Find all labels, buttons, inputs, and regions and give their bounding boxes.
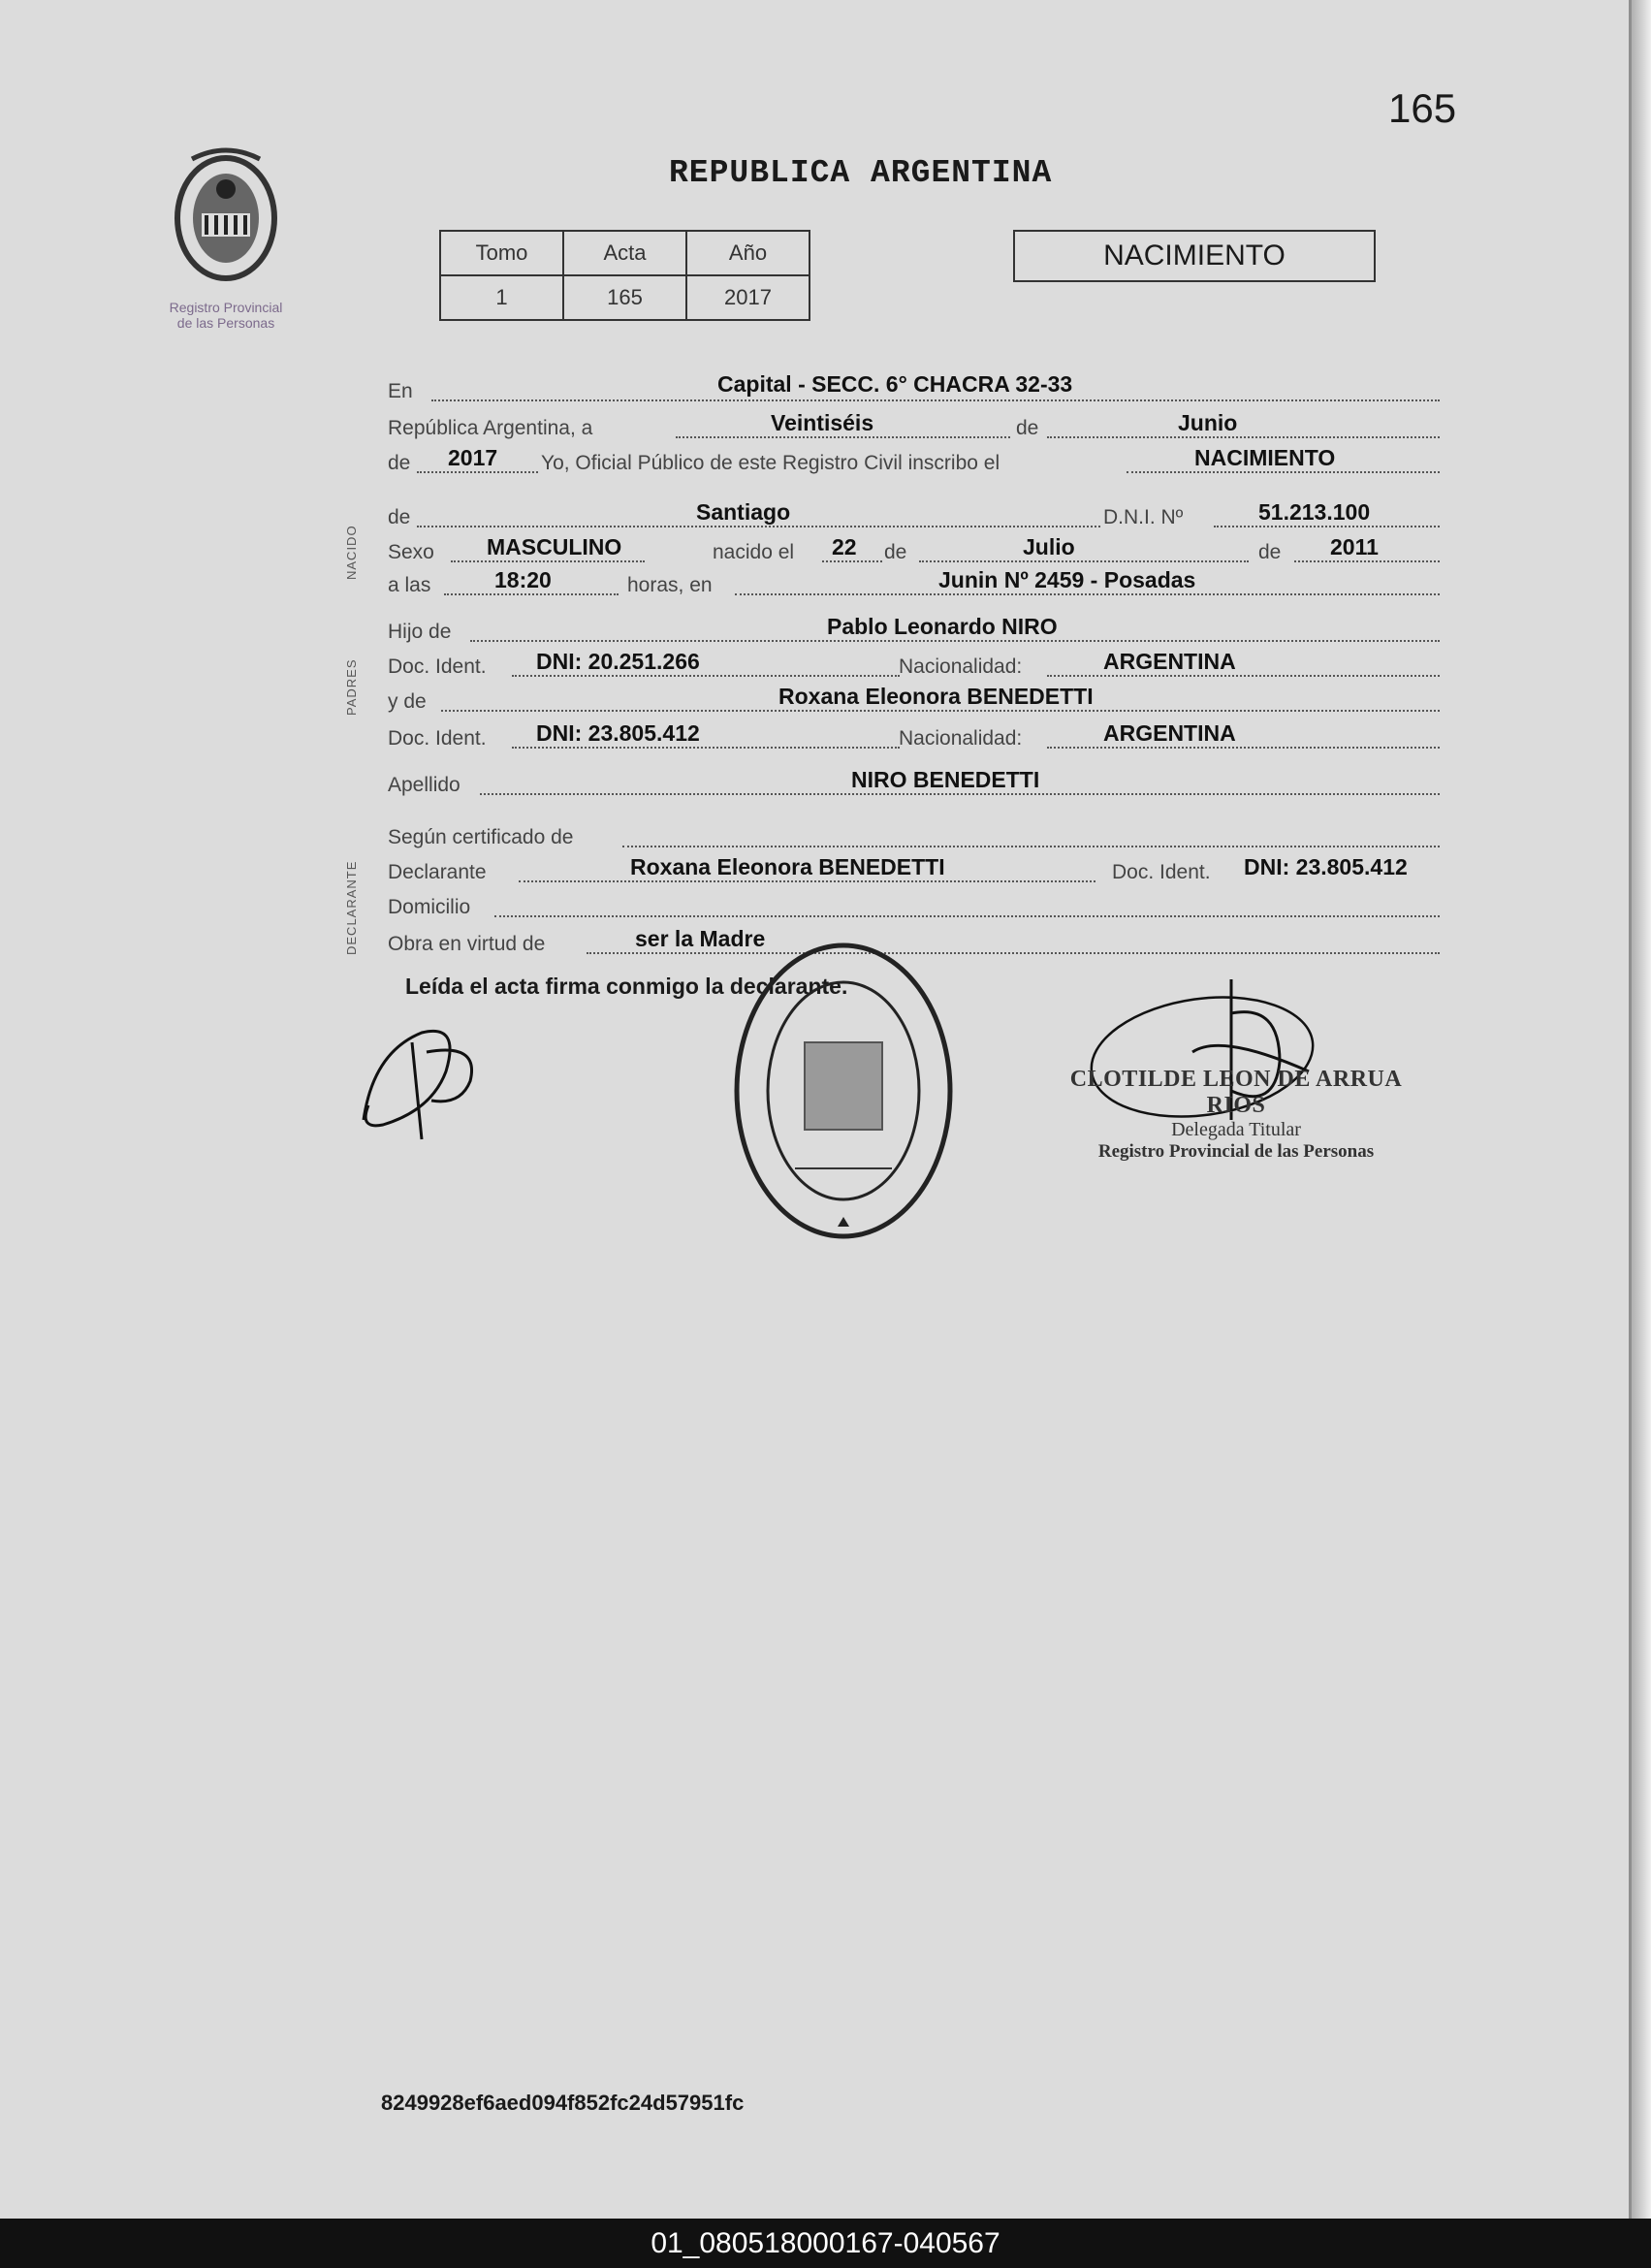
value-apellido: NIRO BENEDETTI — [851, 767, 1040, 792]
value-padre-nac: ARGENTINA — [1103, 649, 1236, 674]
field-line-fecha — [388, 405, 1440, 444]
label-obra: Obra en virtud de — [388, 933, 546, 955]
field-line-certificado — [388, 815, 1440, 853]
value-obra: ser la Madre — [635, 926, 766, 951]
label-docid2: Doc. Ident. — [388, 727, 487, 750]
field-line-madre-doc — [388, 716, 1440, 754]
value-anio-registro: 2017 — [448, 445, 498, 470]
tomo-value: 1 — [440, 275, 563, 320]
reference-table — [439, 230, 810, 321]
value-mes-registro: Junio — [1178, 410, 1238, 435]
label-docid3: Doc. Ident. — [1112, 861, 1211, 883]
section-label-declarante: DECLARANTE — [344, 860, 359, 955]
label-domicilio: Domicilio — [388, 896, 471, 918]
official-seal-stamp — [727, 936, 960, 1246]
value-dia-registro: Veintiséis — [771, 410, 874, 435]
label-yde: y de — [388, 690, 427, 713]
value-lugar: Junin Nº 2459 - Posadas — [938, 567, 1196, 592]
officer-name: CLOTILDE LEON DE ARRUA RIOS — [1069, 1067, 1403, 1118]
field-line-apellido — [388, 762, 1440, 801]
value-madre-dni: DNI: 23.805.412 — [536, 720, 700, 746]
document-hash: 8249928ef6aed094f852fc24d57951fc — [381, 2091, 745, 2115]
country-title: REPUBLICA ARGENTINA — [669, 155, 1053, 191]
value-nombre: Santiago — [696, 499, 791, 525]
footer-id: 01_080518000167-040567 — [651, 2226, 1000, 2259]
label-de4: de — [884, 541, 907, 563]
label-hijo: Hijo de — [388, 621, 452, 643]
field-line-nombre — [388, 495, 1440, 533]
value-hora: 18:20 — [494, 567, 552, 592]
value-mes-nac: Julio — [1023, 534, 1075, 559]
coat-of-arms-logo — [153, 145, 299, 339]
value-dia-nac: 22 — [832, 534, 857, 559]
page-number: 165 — [1388, 85, 1457, 131]
acta-value: 165 — [563, 275, 686, 320]
label-dni: D.N.I. Nº — [1103, 506, 1184, 528]
field-line-padre-doc — [388, 644, 1440, 683]
label-de2: de — [388, 452, 411, 474]
label-apellido: Apellido — [388, 774, 460, 796]
field-line-domicilio — [388, 884, 1440, 923]
logo-caption-line2: de las Personas — [176, 315, 275, 331]
value-declarante-dni: DNI: 23.805.412 — [1244, 854, 1408, 879]
field-line-en — [388, 368, 1440, 407]
label-en: En — [388, 380, 413, 402]
label-nac1: Nacionalidad: — [899, 655, 1023, 678]
label-certificado: Según certificado de — [388, 826, 574, 848]
label-inscribo: Yo, Oficial Público de este Registro Civil inscribo el — [541, 452, 1000, 474]
label-nacido: nacido el — [713, 541, 795, 563]
act-type-box: NACIMIENTO — [1013, 230, 1376, 282]
anio-value: 2017 — [686, 275, 810, 320]
officer-org: Registro Provincial de las Personas — [1097, 1141, 1375, 1162]
footer-id-bar — [0, 2219, 1651, 2268]
value-madre: Roxana Eleonora BENEDETTI — [778, 684, 1094, 709]
field-line-madre — [388, 679, 1440, 718]
field-line-hora — [388, 562, 1440, 601]
label-docid1: Doc. Ident. — [388, 655, 487, 678]
acta-header: Acta — [563, 231, 686, 275]
tomo-header: Tomo — [440, 231, 563, 275]
page-edge — [1632, 0, 1651, 2219]
anio-header: Año — [686, 231, 810, 275]
label-republica: República Argentina, a — [388, 417, 593, 439]
value-madre-nac: ARGENTINA — [1103, 720, 1236, 746]
section-label-padres: PADRES — [344, 658, 359, 716]
value-sexo: MASCULINO — [487, 534, 622, 559]
label-alas: a las — [388, 574, 431, 596]
value-dni: 51.213.100 — [1258, 499, 1371, 525]
field-line-padre — [388, 609, 1440, 648]
officer-block — [1062, 1067, 1411, 1163]
closing-statement: Leída el acta firma conmigo la declarante. — [405, 974, 848, 999]
value-padre-dni: DNI: 20.251.266 — [536, 649, 700, 674]
declarant-signature — [354, 1013, 499, 1149]
officer-role: Delegada Titular — [1171, 1119, 1301, 1140]
value-anio-nac: 2011 — [1330, 534, 1379, 559]
logo-caption-line1: Registro Provincial — [169, 300, 283, 315]
section-label-nacido: NACIDO — [344, 525, 359, 580]
label-sexo: Sexo — [388, 541, 434, 563]
label-declarante: Declarante — [388, 861, 487, 883]
field-line-declarante — [388, 849, 1440, 888]
value-inscribo: NACIMIENTO — [1194, 445, 1336, 470]
value-en: Capital - SECC. 6° CHACRA 32-33 — [717, 371, 1073, 397]
label-de: de — [1016, 417, 1039, 439]
value-padre: Pablo Leonardo NIRO — [827, 614, 1058, 639]
label-de5: de — [1258, 541, 1282, 563]
coat-of-arms-icon — [163, 145, 289, 291]
field-line-inscribo — [388, 440, 1440, 479]
label-de3: de — [388, 506, 411, 528]
value-declarante: Roxana Eleonora BENEDETTI — [630, 854, 945, 879]
label-nac2: Nacionalidad: — [899, 727, 1023, 750]
label-horas: horas, en — [627, 574, 713, 596]
